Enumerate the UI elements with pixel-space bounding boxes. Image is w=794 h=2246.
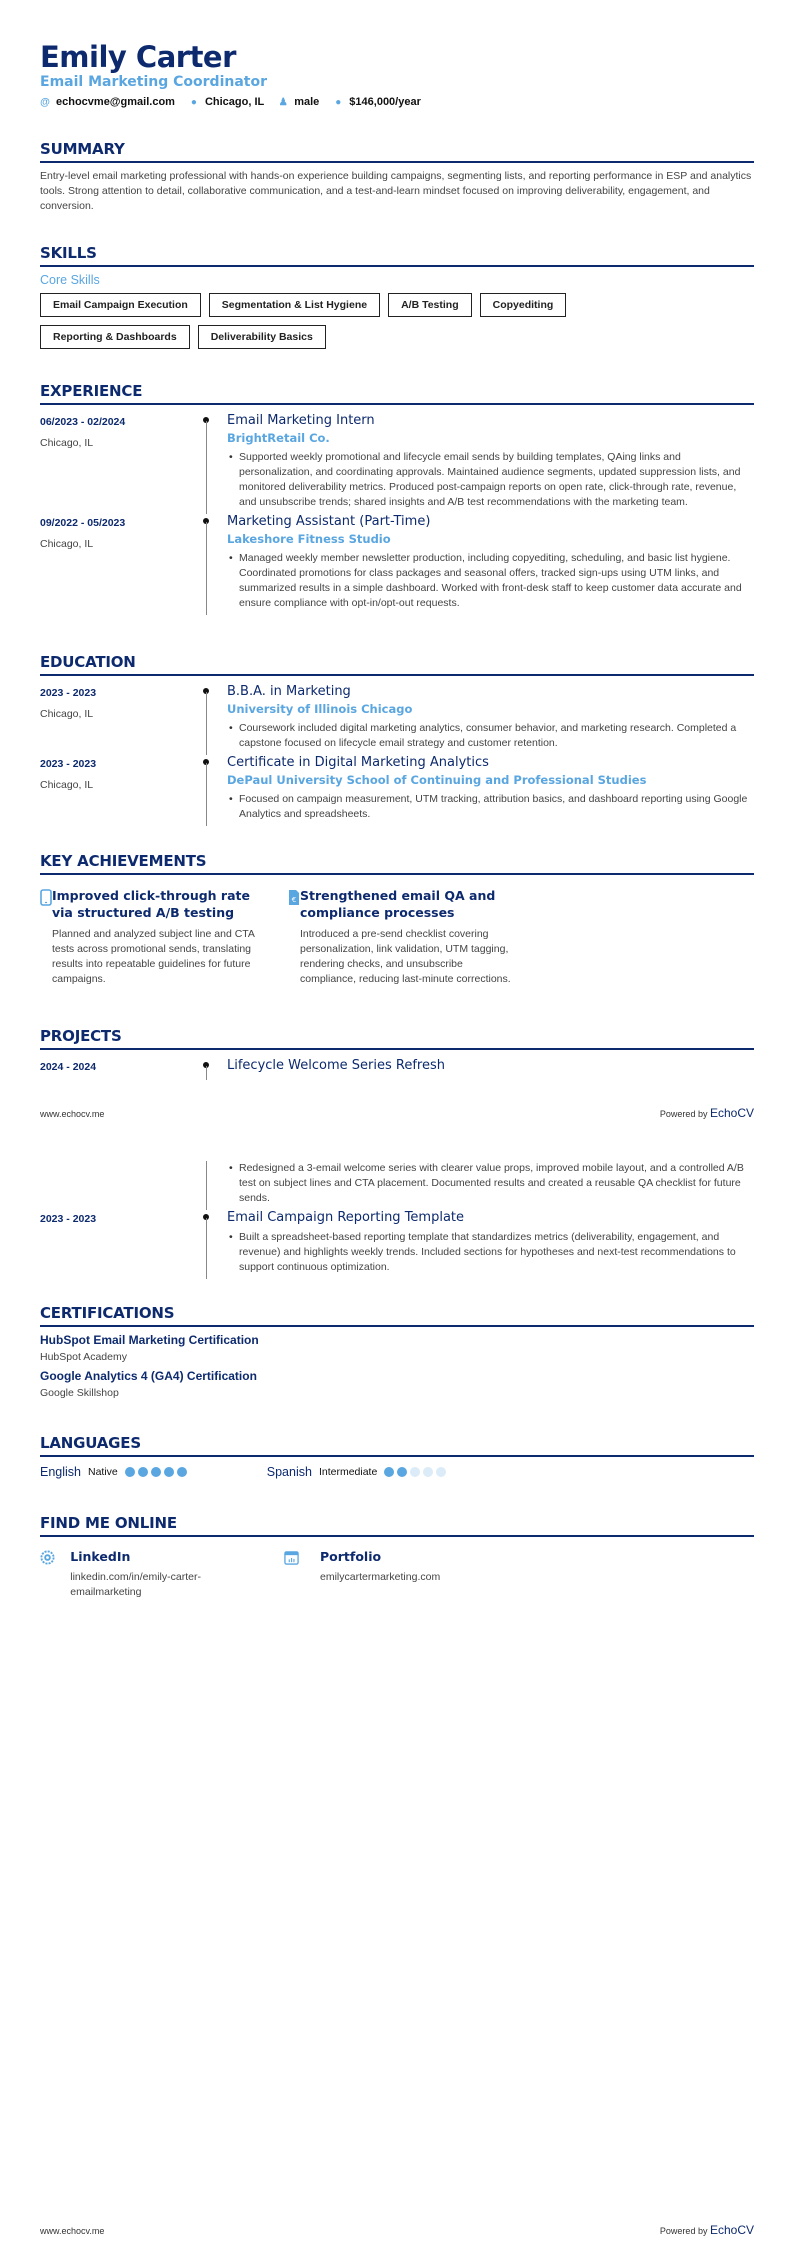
language-item bbox=[267, 1465, 447, 1479]
section-heading: SUMMARY bbox=[40, 140, 754, 163]
experience-entry bbox=[40, 413, 754, 514]
summary-text: Entry-level email marketing professional with hands-on experience building campaigns, segmenting lists, and reporting performance in ESP and analytics tools. Strong attention to detail, collaborative communication, and a test-and-learn mindset focused on improving deliverability, engagement, and conversion. bbox=[40, 170, 752, 212]
entry-description: • Managed weekly member newsletter production, including copyediting, scheduling, and basic list hygiene. Coordinated promotions for class packages and seasonal offers, tracked sign-ups using UTM links, and summarized results in a simple dashboard. Worked with front-desk staff to keep customer data accurate and ensure compliance with opt-in/opt-out requests. bbox=[227, 551, 754, 615]
contact-location bbox=[189, 96, 264, 108]
entry-date: 2023 - 2023 bbox=[40, 1213, 97, 1225]
person-icon: ♟ bbox=[278, 96, 288, 108]
education-entry bbox=[40, 755, 754, 826]
contact-email[interactable] bbox=[40, 96, 175, 108]
project-entry bbox=[40, 1210, 754, 1279]
achievement-item bbox=[40, 887, 270, 987]
section-heading: KEY ACHIEVEMENTS bbox=[40, 852, 754, 875]
tablet-icon bbox=[40, 887, 52, 987]
proficiency-dots bbox=[125, 1467, 187, 1477]
entry-location: Chicago, IL bbox=[40, 779, 94, 791]
certification-issuer: Google Skillshop bbox=[40, 1387, 119, 1399]
entry-date: 09/2022 - 05/2023 bbox=[40, 517, 126, 529]
linkedin-url[interactable]: linkedin.com/in/emily-carter-emailmarketing bbox=[70, 1571, 201, 1598]
education-entry bbox=[40, 684, 754, 755]
candidate-title: Email Marketing Coordinator bbox=[40, 74, 268, 90]
project-title: Email Campaign Reporting Template bbox=[227, 1210, 465, 1225]
education-section bbox=[40, 653, 754, 826]
language-name: English bbox=[40, 1465, 81, 1479]
project-title: Lifecycle Welcome Series Refresh bbox=[227, 1058, 445, 1073]
skill-tag: Reporting & Dashboards bbox=[40, 325, 190, 349]
language-item bbox=[40, 1465, 187, 1479]
footer-site-link[interactable]: www.echocv.me bbox=[40, 2226, 105, 2236]
rating-dot-empty-icon bbox=[436, 1467, 446, 1477]
projects-continued bbox=[40, 1161, 754, 1279]
skill-tag: Email Campaign Execution bbox=[40, 293, 201, 317]
skill-tags bbox=[40, 293, 660, 349]
projects-section bbox=[40, 1027, 754, 1080]
certification-issuer: HubSpot Academy bbox=[40, 1351, 127, 1363]
online-title: LinkedIn bbox=[70, 1549, 131, 1564]
calendar-chart-icon bbox=[284, 1549, 320, 1600]
online-portfolio[interactable] bbox=[284, 1549, 484, 1600]
rating-dot-icon bbox=[125, 1467, 135, 1477]
skill-tag: Deliverability Basics bbox=[198, 325, 326, 349]
page-footer bbox=[40, 2223, 754, 2237]
section-heading: PROJECTS bbox=[40, 1027, 754, 1050]
certifications-section bbox=[40, 1304, 754, 1399]
company-name: Lakeshore Fitness Studio bbox=[227, 532, 391, 546]
contact-bar bbox=[40, 96, 421, 108]
certification-title: Google Analytics 4 (GA4) Certification bbox=[40, 1369, 257, 1383]
company-name: BrightRetail Co. bbox=[227, 431, 330, 445]
language-level: Intermediate bbox=[318, 1466, 378, 1478]
rating-dot-icon bbox=[164, 1467, 174, 1477]
languages-section bbox=[40, 1434, 754, 1479]
skills-subheading: Core Skills bbox=[40, 273, 100, 287]
timeline-marker bbox=[203, 684, 227, 755]
section-heading: FIND ME ONLINE bbox=[40, 1514, 754, 1537]
section-heading: EDUCATION bbox=[40, 653, 754, 676]
section-heading: SKILLS bbox=[40, 244, 754, 267]
entry-description: • Built a spreadsheet-based reporting template that standardizes metrics (deliverability, engagement, and revenue) and highlights weekly trends. Included sections for hypotheses and next-test recommendations to support continuous optimization. bbox=[227, 1230, 754, 1279]
degree-title: Certificate in Digital Marketing Analytics bbox=[227, 755, 489, 770]
achievement-item bbox=[288, 887, 518, 987]
achievement-title: Improved click-through rate via structured A/B testing bbox=[52, 888, 250, 920]
achievements-section bbox=[40, 852, 754, 987]
portfolio-url[interactable]: emilycartermarketing.com bbox=[320, 1571, 441, 1583]
entry-description: • Redesigned a 3-email welcome series with clearer value props, improved mobile layout, and a controlled A/B test on subject lines and CTA placement. Documented results and created a reusable QA checklist for future sends. bbox=[227, 1161, 754, 1210]
online-linkedin[interactable] bbox=[40, 1549, 240, 1600]
gear-badge-icon bbox=[40, 1549, 70, 1600]
school-name: University of Illinois Chicago bbox=[227, 702, 413, 716]
entry-date: 06/2023 - 02/2024 bbox=[40, 416, 126, 428]
skill-tag: A/B Testing bbox=[388, 293, 472, 317]
rating-dot-icon bbox=[177, 1467, 187, 1477]
achievement-text: Introduced a pre-send checklist covering personalization, link validation, UTM tagging, rendering checks, and unsubscribe compliance, reducing last-minute corrections. bbox=[300, 928, 511, 985]
achievement-text: Planned and analyzed subject line and CTA tests across promotional sends, translating results into repeatable guidelines for future campaigns. bbox=[52, 928, 255, 985]
certification-item bbox=[40, 1369, 754, 1399]
entry-description: • Supported weekly promotional and lifecycle email sends by building templates, QAing links and personalization, and coordinating approvals. Maintained audience segments, updated suppression lists, and monitored deliverability metrics. Produced post-campaign reports on open rate, click-through rate, revenue, and unsubscribe trends; shared insights and A/B test recommendations with the marketing team. bbox=[227, 450, 754, 514]
entry-description: • Coursework included digital marketing analytics, consumer behavior, and marketing research. Completed a capstone focused on lifecycle email strategy and customer retention. bbox=[227, 721, 754, 755]
svg-text:€: € bbox=[291, 896, 297, 904]
project-entry-continued bbox=[40, 1161, 754, 1210]
dollar-coin-icon: ● bbox=[335, 96, 342, 108]
timeline-marker bbox=[203, 755, 227, 826]
salary-text: $146,000/year bbox=[349, 96, 421, 108]
section-heading: LANGUAGES bbox=[40, 1434, 754, 1457]
section-heading: CERTIFICATIONS bbox=[40, 1304, 754, 1327]
entry-date: 2023 - 2023 bbox=[40, 687, 97, 699]
timeline-marker bbox=[203, 514, 227, 615]
document-euro-icon bbox=[288, 887, 300, 987]
certification-title: HubSpot Email Marketing Certification bbox=[40, 1333, 259, 1347]
entry-location: Chicago, IL bbox=[40, 708, 94, 720]
rating-dot-icon bbox=[151, 1467, 161, 1477]
entry-location: Chicago, IL bbox=[40, 437, 94, 449]
online-title: Portfolio bbox=[320, 1549, 382, 1564]
timeline-marker bbox=[203, 1058, 227, 1080]
language-name: Spanish bbox=[266, 1465, 312, 1479]
skills-section bbox=[40, 244, 754, 349]
section-heading: EXPERIENCE bbox=[40, 382, 754, 405]
degree-title: B.B.A. in Marketing bbox=[227, 684, 351, 699]
entry-date: 2024 - 2024 bbox=[40, 1061, 97, 1073]
email-text: echocvme@gmail.com bbox=[56, 96, 175, 108]
page-footer bbox=[40, 1106, 754, 1120]
entry-description: • Focused on campaign measurement, UTM tracking, attribution basics, and dashboard reporting using Google Analytics and spreadsheets. bbox=[227, 792, 754, 826]
rating-dot-icon bbox=[384, 1467, 394, 1477]
language-level: Native bbox=[88, 1466, 118, 1478]
experience-section bbox=[40, 382, 754, 615]
summary-section bbox=[40, 140, 754, 214]
contact-salary bbox=[333, 96, 421, 108]
location-pin-icon: ● bbox=[190, 96, 197, 108]
rating-dot-empty-icon bbox=[410, 1467, 420, 1477]
rating-dot-empty-icon bbox=[423, 1467, 433, 1477]
timeline-marker bbox=[203, 1210, 227, 1279]
footer-site-link[interactable]: www.echocv.me bbox=[40, 1109, 105, 1119]
skill-tag: Segmentation & List Hygiene bbox=[209, 293, 380, 317]
rating-dot-icon bbox=[397, 1467, 407, 1477]
experience-entry bbox=[40, 514, 754, 615]
footer-powered: Powered by EchoCV bbox=[659, 1106, 754, 1120]
location-text: Chicago, IL bbox=[204, 96, 265, 108]
at-icon: @ bbox=[40, 96, 50, 108]
timeline-marker bbox=[203, 413, 227, 514]
resume-page-2 bbox=[0, 1123, 794, 2246]
proficiency-dots bbox=[384, 1467, 446, 1477]
project-entry bbox=[40, 1058, 754, 1080]
entry-date: 2023 - 2023 bbox=[40, 758, 97, 770]
job-title: Email Marketing Intern bbox=[227, 413, 375, 428]
skill-tag: Copyediting bbox=[480, 293, 567, 317]
footer-brand: EchoCV bbox=[709, 2223, 754, 2237]
rating-dot-icon bbox=[138, 1467, 148, 1477]
footer-powered: Powered by EchoCV bbox=[659, 2223, 754, 2237]
entry-location: Chicago, IL bbox=[40, 538, 94, 550]
candidate-name: Emily Carter bbox=[40, 40, 236, 74]
footer-brand: EchoCV bbox=[709, 1106, 754, 1120]
online-section bbox=[40, 1514, 754, 1600]
contact-gender bbox=[278, 96, 319, 108]
school-name: DePaul University School of Continuing and Professional Studies bbox=[227, 773, 647, 787]
certification-item bbox=[40, 1333, 754, 1363]
achievement-title: Strengthened email QA and compliance processes bbox=[300, 888, 496, 920]
gender-text: male bbox=[294, 96, 320, 108]
job-title: Marketing Assistant (Part-Time) bbox=[227, 514, 431, 529]
